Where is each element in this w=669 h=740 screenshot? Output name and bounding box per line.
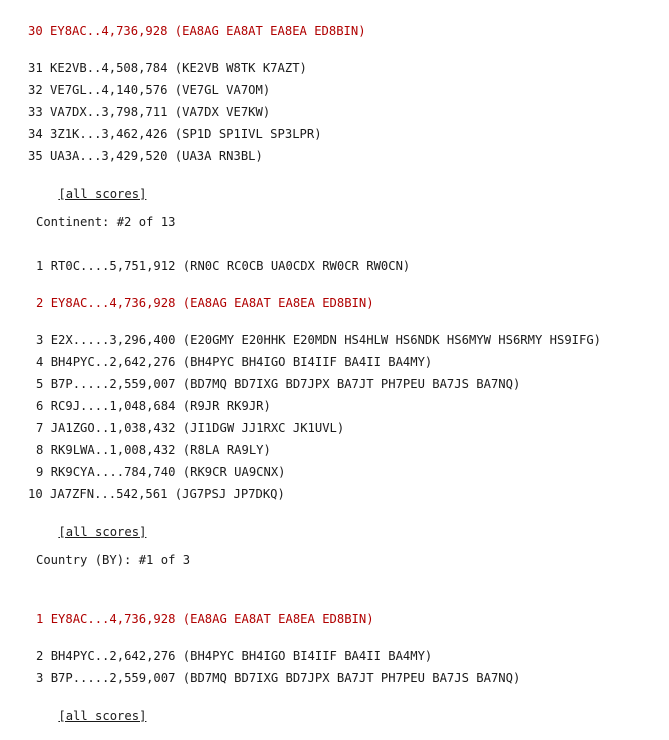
entry-callsign: RC9J — [50, 399, 81, 413]
entry-leader-dots: ... — [79, 127, 102, 141]
ranking-entry — [36, 648, 432, 664]
entry-score: 2,642,276 — [109, 355, 176, 369]
entry-rank: 8 — [36, 443, 44, 457]
ranking-entry — [36, 376, 520, 392]
entry-callsign: BH4PYC — [50, 649, 95, 663]
entry-rank: 2 — [36, 649, 44, 663]
entry-rank: 32 — [28, 83, 43, 97]
entry-rank: 30 — [28, 24, 43, 38]
entry-operators: (UA3A RN3BL) — [174, 149, 263, 163]
entry-callsign: EY8AC — [50, 612, 88, 626]
entry-operators: (R9JR RK9JR) — [182, 399, 271, 413]
entry-leader-dots: ..... — [72, 377, 110, 391]
entry-callsign: EY8AC — [50, 296, 88, 310]
entry-callsign: KE2VB — [50, 61, 87, 75]
entry-rank: 1 — [36, 259, 44, 273]
entry-callsign: VA7DX — [50, 105, 87, 119]
ranking-entry — [28, 23, 366, 39]
entry-rank: 6 — [36, 399, 44, 413]
entry-leader-dots: .. — [86, 24, 102, 38]
entry-score: 1,038,432 — [109, 421, 176, 435]
entry-callsign: BH4PYC — [50, 355, 95, 369]
ranking-entry — [36, 332, 601, 348]
entry-operators: (BD7MQ BD7IXG BD7JPX BA7JT PH7PEU BA7JS BA7NQ) — [182, 671, 521, 685]
entry-leader-dots: ... — [94, 487, 117, 501]
ranking-entry — [36, 420, 344, 436]
entry-score: 1,048,684 — [109, 399, 176, 413]
entry-leader-dots: .. — [94, 443, 110, 457]
ranking-entry — [28, 486, 285, 502]
entry-score: 784,740 — [124, 465, 176, 479]
entry-score: 4,736,928 — [109, 612, 176, 626]
entry-score: 2,559,007 — [109, 377, 176, 391]
entry-operators: (R8LA RA9LY) — [182, 443, 271, 457]
entry-leader-dots: .. — [86, 83, 102, 97]
entry-rank: 31 — [28, 61, 43, 75]
entry-score: 4,508,784 — [101, 61, 168, 75]
entry-rank: 34 — [28, 127, 43, 141]
entry-operators: (BH4PYC BH4IGO BI4IIF BA4II BA4MY) — [182, 649, 433, 663]
entry-callsign: UA3A — [50, 149, 80, 163]
ranking-entry — [36, 398, 271, 414]
ranking-entry — [36, 611, 374, 627]
entry-leader-dots: .... — [94, 465, 125, 479]
entry-score: 542,561 — [116, 487, 168, 501]
ranking-entry — [36, 464, 286, 480]
entry-score: 4,736,928 — [101, 24, 168, 38]
entry-leader-dots: .. — [86, 105, 102, 119]
entry-leader-dots: ... — [79, 149, 102, 163]
entry-score: 3,429,520 — [101, 149, 168, 163]
entry-leader-dots: .. — [86, 61, 102, 75]
entry-operators: (EA8AG EA8AT EA8EA ED8BIN) — [182, 612, 374, 626]
entry-score: 2,642,276 — [109, 649, 176, 663]
entry-operators: (VE7GL VA7OM) — [174, 83, 271, 97]
ranking-entry — [28, 104, 270, 120]
entry-score: 2,559,007 — [109, 671, 176, 685]
entry-leader-dots: .... — [80, 399, 110, 413]
all-scores-link[interactable]: [all scores] — [58, 709, 147, 723]
entry-rank: 35 — [28, 149, 43, 163]
entry-callsign: JA1ZGO — [50, 421, 95, 435]
all-scores-link[interactable]: [all scores] — [58, 525, 147, 539]
entry-leader-dots: .... — [80, 259, 110, 273]
entry-leader-dots: ..... — [72, 671, 110, 685]
entry-callsign: EY8AC — [50, 24, 87, 38]
entry-operators: (RN0C RC0CB UA0CDX RW0CR RW0CN) — [182, 259, 411, 273]
entry-operators: (E20GMY E20HHK E20MDN HS4HLW HS6NDK HS6MYW HS6RMY HS9IFG) — [182, 333, 602, 347]
entry-leader-dots: ... — [87, 612, 110, 626]
entry-operators: (JG7PSJ JP7DKQ) — [174, 487, 285, 501]
entry-rank: 2 — [36, 296, 44, 310]
entry-callsign: JA7ZFN — [50, 487, 95, 501]
entry-operators: (BH4PYC BH4IGO BI4IIF BA4II BA4MY) — [182, 355, 433, 369]
entry-operators: (EA8AG EA8AT EA8EA ED8BIN) — [182, 296, 374, 310]
ranking-entry — [28, 82, 270, 98]
ranking-entry — [28, 148, 263, 164]
entry-rank: 3 — [36, 671, 44, 685]
entry-rank: 4 — [36, 355, 44, 369]
section-heading: Country (BY): #1 of 3 — [36, 553, 191, 567]
entry-rank: 10 — [28, 487, 43, 501]
entry-rank: 7 — [36, 421, 44, 435]
ranking-entry — [28, 126, 322, 142]
entry-score: 3,296,400 — [109, 333, 176, 347]
ranking-entry — [28, 60, 307, 76]
entry-callsign: RT0C — [50, 259, 81, 273]
entry-operators: (BD7MQ BD7IXG BD7JPX BA7JT PH7PEU BA7JS BA7NQ) — [182, 377, 521, 391]
entry-score: 3,798,711 — [101, 105, 168, 119]
entry-leader-dots: .. — [94, 421, 110, 435]
all-scores-link[interactable]: [all scores] — [58, 187, 147, 201]
entry-rank: 1 — [36, 612, 44, 626]
entry-callsign: 3Z1K — [50, 127, 80, 141]
entry-rank: 5 — [36, 377, 44, 391]
entry-callsign: B7P — [50, 377, 73, 391]
entry-score: 4,140,576 — [101, 83, 168, 97]
section-heading: Continent: #2 of 13 — [36, 215, 176, 229]
entry-callsign: E2X — [50, 333, 73, 347]
entry-callsign: RK9LWA — [50, 443, 95, 457]
entry-operators: (EA8AG EA8AT EA8EA ED8BIN) — [174, 24, 366, 38]
entry-leader-dots: .. — [94, 355, 110, 369]
entry-callsign: VE7GL — [50, 83, 87, 97]
entry-rank: 33 — [28, 105, 43, 119]
entry-score: 5,751,912 — [109, 259, 176, 273]
ranking-entry — [36, 670, 520, 686]
entry-operators: (SP1D SP1IVL SP3LPR) — [174, 127, 322, 141]
ranking-entry — [36, 258, 410, 274]
entry-operators: (JI1DGW JJ1RXC JK1UVL) — [182, 421, 345, 435]
entry-leader-dots: ..... — [72, 333, 110, 347]
entry-score: 3,462,426 — [101, 127, 168, 141]
entry-score: 1,008,432 — [109, 443, 176, 457]
entry-rank: 3 — [36, 333, 44, 347]
ranking-entry — [36, 442, 271, 458]
ranking-entry — [36, 354, 432, 370]
entry-operators: (RK9CR UA9CNX) — [182, 465, 286, 479]
entry-operators: (KE2VB W8TK K7AZT) — [174, 61, 307, 75]
entry-score: 4,736,928 — [109, 296, 176, 310]
entry-operators: (VA7DX VE7KW) — [174, 105, 271, 119]
entry-callsign: B7P — [50, 671, 73, 685]
ranking-entry — [36, 295, 374, 311]
entry-leader-dots: ... — [87, 296, 110, 310]
entry-leader-dots: .. — [94, 649, 110, 663]
entry-rank: 9 — [36, 465, 44, 479]
entry-callsign: RK9CYA — [50, 465, 95, 479]
